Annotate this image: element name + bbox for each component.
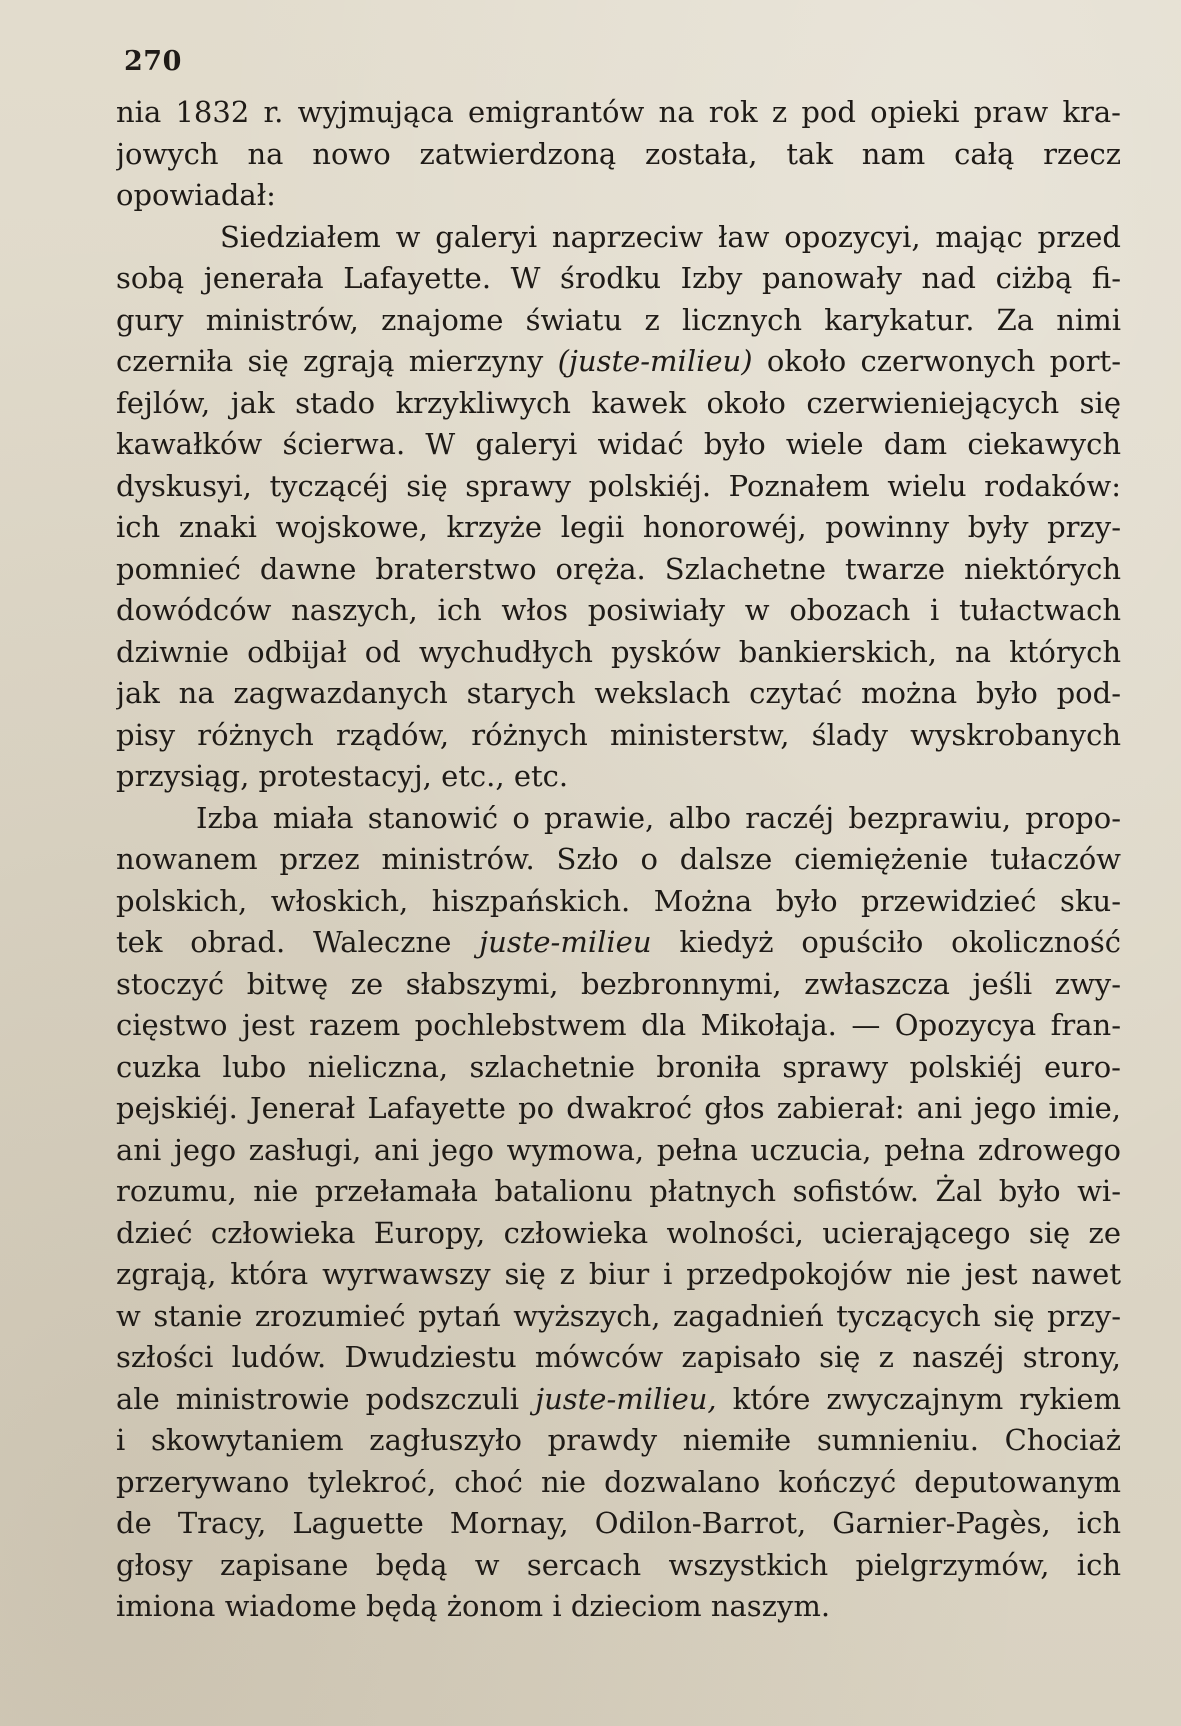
text-line: nowanem przez ministrów. Szło o dalsze ciemiężenie tułaczów [116, 842, 1121, 876]
text-line: zgrają, która wyrwawszy się z biur i przedpokojów nie jest nawet [116, 1257, 1121, 1291]
text-line: kawałków ścierwa. W galeryi widać było wiele dam ciekawych [116, 427, 1121, 461]
text-line: fejlów, jak stado krzykliwych kawek około czerwieniejących się [116, 385, 1121, 420]
text-line [116, 922, 1121, 964]
text-line: głosy zapisane będą w sercach wszystkich pielgrzymów, ich [116, 1547, 1121, 1582]
text-line: rozumu, nie przełamała batalionu płatnych sofistów. Żal było wi- [116, 1174, 1121, 1208]
text-line: dowódców naszych, ich włos posiwiały w obozach i tułactwach [116, 593, 1121, 627]
text-line: nia 1832 r. wyjmująca emigrantów na rok z pod opieki praw kra- [116, 95, 1121, 129]
body-text [116, 92, 1121, 1628]
text-line: w stanie zrozumieć pytań wyższych, zagadnień tyczących się przy- [116, 1298, 1121, 1333]
text-line: stoczyć bitwę ze słabszymi, bezbronnymi, zwłaszcza jeśli zwy- [116, 966, 1121, 1001]
text-line: dyskusyi, tyczącéj się sprawy polskiéj. Poznałem wielu rodaków: [116, 468, 1121, 503]
text-line: przysiąg, protestacyj, etc., etc. [116, 759, 569, 793]
text-line: polskich, włoskich, hiszpańskich. Można było przewidzieć sku- [116, 883, 1121, 918]
text-line: Izba miała stanowić o prawie, albo raczéj bezprawiu, propo- [196, 800, 1121, 835]
text-line: ich znaki wojskowe, krzyże legii honorowéj, powinny były przy- [116, 510, 1121, 544]
text-segment: tek obrad. Waleczne [116, 925, 480, 959]
page-number: 270 [124, 46, 182, 77]
text-line [116, 1379, 1121, 1421]
text-line: jowych na nowo zatwierdzoną została, tak nam całą rzecz [116, 136, 1121, 171]
text-line: i skowytaniem zagłuszyło prawdy niemiłe sumnieniu. Chociaż [116, 1423, 1121, 1457]
text-line: dziwnie odbijał od wychudłych pysków bankierskich, na których [116, 634, 1121, 669]
text-line: sobą jenerała Lafayette. W środku Izby panowały nad ciżbą fi- [116, 261, 1121, 295]
text-line: szłości ludów. Dwudziestu mówców zapisało się z naszéj strony, [116, 1340, 1121, 1374]
italic-term: juste-milieu, [535, 1381, 717, 1416]
text-segment: czerniła się zgrają mierzyny [116, 344, 558, 378]
text-line: dzieć człowieka Europy, człowieka wolności, ucierającego się ze [116, 1215, 1121, 1250]
text-line: gury ministrów, znajome światu z licznych karykatur. Za nimi [116, 302, 1121, 337]
text-line [116, 341, 1121, 383]
text-line: de Tracy, Laguette Mornay, Odilon-Barrot, Garnier-Pagès, ich [116, 1506, 1121, 1540]
text-line: Siedziałem w galeryi naprzeciw ław opozycyi, mając przed [220, 219, 1121, 254]
text-line: przerywano tylekroć, choć nie dozwalano kończyć deputowanym [116, 1464, 1121, 1499]
text-segment: około czerwonych port- [752, 344, 1121, 378]
text-line: jak na zagwazdanych starych wekslach czytać można było pod- [116, 676, 1121, 710]
text-line: pomnieć dawne braterstwo oręża. Szlachetne twarze niektórych [116, 551, 1121, 586]
text-line: pisy różnych rządów, różnych ministerstw, ślady wyskrobanych [116, 717, 1121, 752]
text-segment: które zwyczajnym rykiem [716, 1381, 1121, 1416]
text-line: cuzka lubo nieliczna, szlachetnie broniła sprawy polskiéj euro- [116, 1049, 1121, 1084]
text-line: opowiadał: [116, 178, 276, 212]
text-line: cięstwo jest razem pochlebstwem dla Mikołaja. — Opozycya fran- [116, 1008, 1121, 1042]
italic-term: juste-milieu [479, 925, 652, 959]
text-line: imiona wiadome będą żonom i dzieciom naszym. [116, 1589, 831, 1623]
text-segment: kiedyż opuściło okoliczność [651, 925, 1121, 959]
text-segment: ale ministrowie podszczuli [116, 1381, 536, 1416]
text-line: pejskiéj. Jenerał Lafayette po dwakroć głos zabierał: ani jego imie, [116, 1091, 1121, 1125]
text-line: ani jego zasługi, ani jego wymowa, pełna uczucia, pełna zdrowego [116, 1132, 1121, 1167]
italic-term: (juste-milieu) [557, 344, 753, 378]
